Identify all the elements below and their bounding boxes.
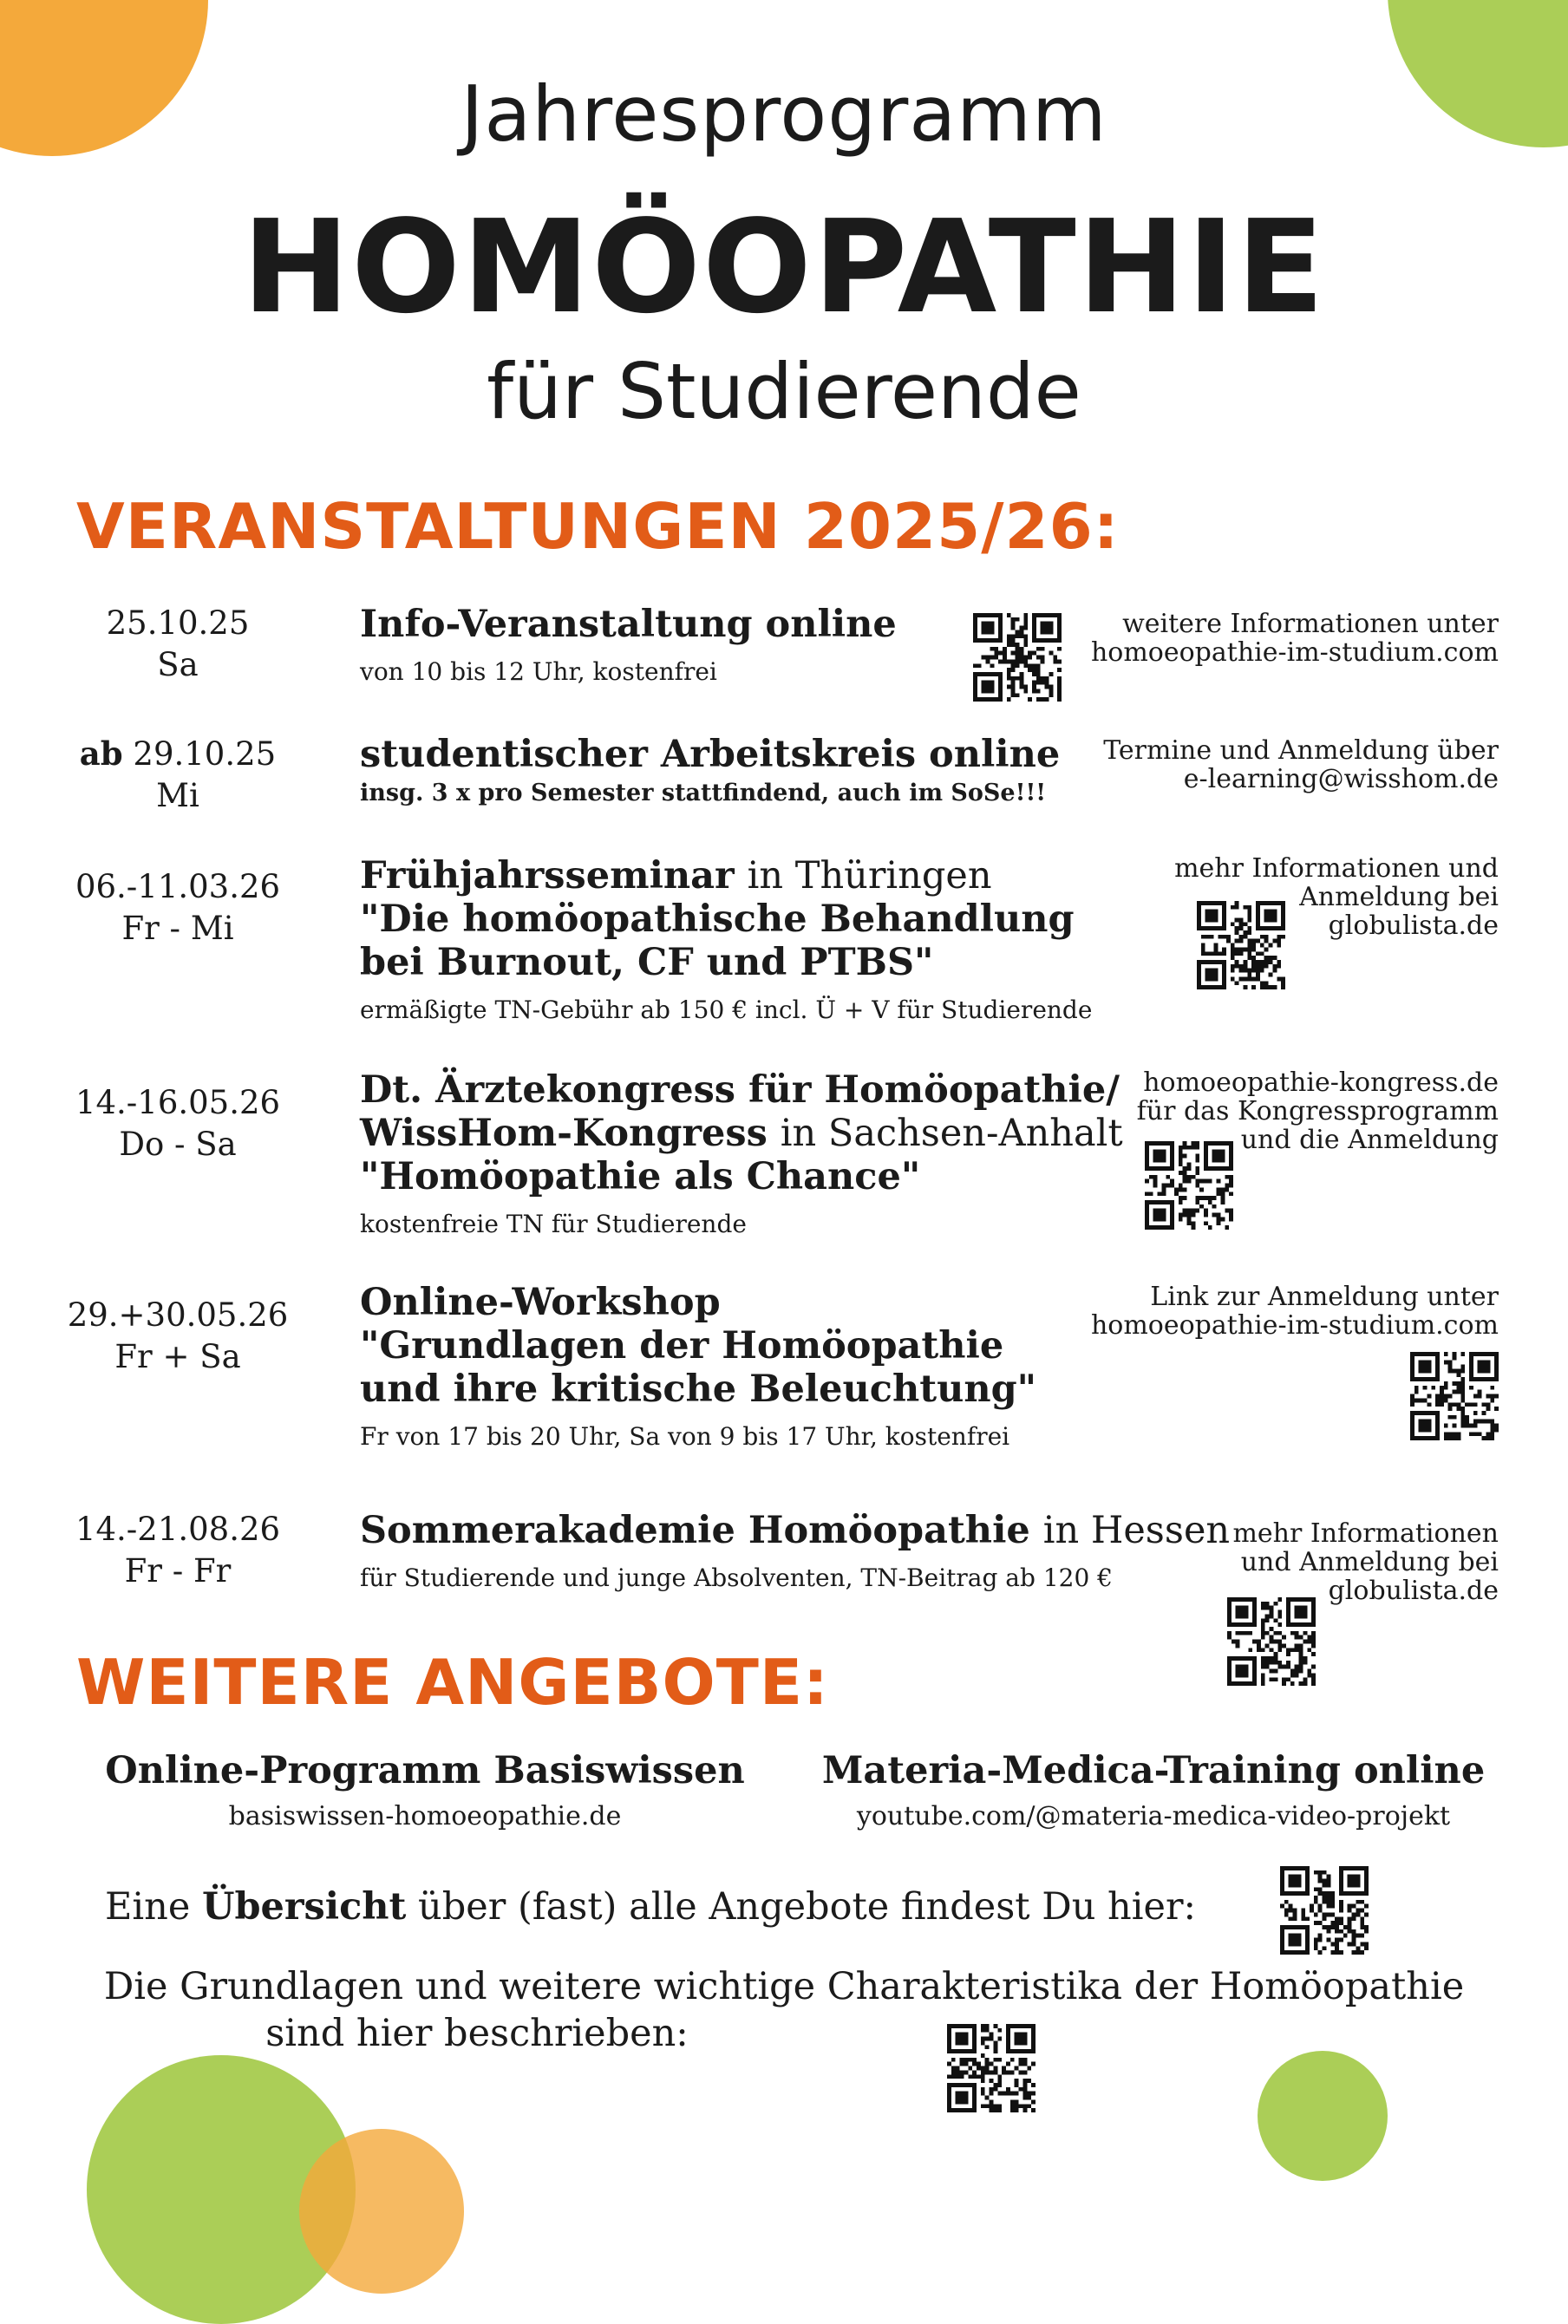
event-date-value: 29.+30.05.26 [67, 1296, 289, 1334]
event-title: studentischer Arbeitskreis online [360, 733, 1061, 776]
event-info-line: für das Kongressprogramm [1136, 1096, 1499, 1126]
event-subtitle: kostenfreie TN für Studierende [360, 1210, 747, 1238]
event-date-value: 14.-21.08.26 [75, 1511, 281, 1548]
event-title: Online-Workshop [360, 1281, 721, 1324]
event-title-bold: Frühjahrsseminar [360, 854, 735, 898]
basics-line: Die Grundlagen und weitere wichtige Charakteristika der Homöopathie [103, 1965, 1465, 2008]
event-info-line: und Anmeldung bei [1240, 1547, 1499, 1577]
overview-text: Eine [105, 1885, 202, 1929]
event-date-value: 14.-16.05.26 [75, 1084, 281, 1121]
event-subtitle: von 10 bis 12 Uhr, kostenfrei [360, 657, 717, 686]
event-subtitle: für Studierende und junge Absolventen, TN-Beitrag ab 120 € [360, 1563, 1113, 1592]
event-info-line: weitere Informationen unter [1122, 609, 1499, 639]
event-info-link[interactable]: globulista.de [1328, 1576, 1499, 1606]
qr-code-icon[interactable] [973, 613, 1062, 702]
event-details [360, 603, 897, 688]
event-info-link[interactable]: homoeopathie-kongress.de [1143, 1067, 1499, 1098]
event-day: Do - Sa [119, 1126, 237, 1163]
event-row [0, 1509, 1568, 1606]
event-details [360, 1068, 1123, 1240]
event-day: Fr - Mi [121, 910, 234, 947]
offer-link[interactable]: basiswissen-homoeopathie.de [228, 1801, 622, 1831]
event-row [0, 853, 1568, 1024]
qr-code-icon[interactable] [1410, 1352, 1499, 1440]
event-date [43, 1295, 312, 1378]
event-title-line: bei Burnout, CF und PTBS" [360, 941, 934, 984]
event-info [1091, 1283, 1499, 1340]
offer-title: Materia-Medica-Training online [821, 1749, 1486, 1792]
event-info-line: Anmeldung bei [1299, 882, 1499, 912]
event-details [360, 733, 1060, 809]
event-date-prefix: ab [79, 734, 123, 773]
offer-item [87, 1747, 763, 1831]
event-title-line: "Grundlagen der Homöopathie [360, 1324, 1004, 1368]
event-info [1091, 610, 1499, 667]
event-title [360, 1509, 1230, 1552]
event-details [360, 854, 1092, 1026]
event-info-line: mehr Informationen und [1174, 853, 1499, 884]
offer-item [781, 1747, 1526, 1831]
event-title-line: und ihre kritische Beleuchtung" [360, 1368, 1037, 1411]
event-title: Info-Veranstaltung online [360, 603, 897, 646]
event-row [0, 1067, 1568, 1238]
overview-line [0, 1883, 1301, 1930]
qr-code-icon[interactable] [947, 2024, 1036, 2112]
event-info-link[interactable]: globulista.de [1328, 911, 1499, 941]
event-title-bold: WissHom-Kongress [360, 1112, 768, 1155]
qr-code-icon[interactable] [1280, 1866, 1369, 1955]
event-title-bold: Sommerakademie Homöopathie [360, 1509, 1030, 1552]
event-date-value: 06.-11.03.26 [75, 868, 281, 905]
event-title-line: "Homöopathie als Chance" [360, 1155, 921, 1198]
event-day: Mi [156, 777, 199, 814]
event-date-value [43, 733, 312, 775]
decor-circle-orange-bottom-left [299, 2129, 464, 2294]
event-row [0, 733, 1568, 814]
event-date [43, 866, 312, 950]
qr-code-icon[interactable] [1145, 1141, 1233, 1230]
event-row [0, 1281, 1568, 1451]
offer-link[interactable]: youtube.com/@materia-medica-video-projekt [856, 1801, 1451, 1831]
section-heading-events: VERANSTALTUNGEN 2025/26: [76, 490, 1120, 563]
event-info [1103, 736, 1499, 793]
offer-title: Online-Programm Basiswissen [105, 1749, 745, 1792]
event-subtitle: ermäßigte TN-Gebühr ab 150 € incl. Ü + V für Studierende [360, 996, 1093, 1024]
event-info-link[interactable]: e-learning@wisshom.de [1183, 764, 1499, 794]
event-date [43, 1082, 312, 1165]
event-info-line: mehr Informationen [1232, 1518, 1499, 1549]
event-info-line: und die Anmeldung [1240, 1125, 1499, 1155]
event-date [43, 733, 312, 817]
event-day: Fr - Fr [124, 1552, 232, 1590]
event-date-text: 29.10.25 [133, 735, 277, 773]
event-title-location: in Hessen [1042, 1509, 1231, 1552]
overview-text: über (fast) alle Angebote findest Du hier: [406, 1885, 1196, 1929]
event-info [1232, 1519, 1499, 1605]
event-title-location: in Sachsen-Anhalt [780, 1112, 1123, 1155]
event-info-link[interactable]: homoeopathie-im-studium.com [1090, 1310, 1499, 1341]
qr-code-icon[interactable] [1227, 1597, 1316, 1686]
event-details [360, 1509, 1230, 1594]
event-date [43, 603, 312, 686]
event-row [0, 603, 1568, 686]
event-info-line: Termine und Anmeldung über [1103, 735, 1499, 766]
qr-code-icon[interactable] [1197, 901, 1285, 989]
event-day: Fr + Sa [114, 1338, 241, 1375]
header-line-1: Jahresprogramm [461, 69, 1107, 159]
event-title [360, 854, 1092, 898]
event-info-line: Link zur Anmeldung unter [1150, 1282, 1499, 1312]
event-title-line: "Die homöopathische Behandlung [360, 898, 1075, 941]
event-info-link[interactable]: homoeopathie-im-studium.com [1090, 637, 1499, 668]
event-subtitle: Fr von 17 bis 20 Uhr, Sa von 9 bis 17 Uhr, kostenfrei [360, 1422, 1010, 1451]
event-details [360, 1281, 1036, 1452]
event-title: Dt. Ärztekongress für Homöopathie/ [360, 1068, 1120, 1112]
event-date [43, 1509, 312, 1592]
overview-emphasis: Übersicht [201, 1885, 407, 1929]
decor-circle-green-bottom-right [1258, 2051, 1388, 2181]
section-heading-offers: WEITERE ANGEBOTE: [76, 1646, 829, 1719]
event-day: Sa [157, 646, 199, 683]
event-subtitle: insg. 3 x pro Semester stattfindend, auch im SoSe!!! [360, 780, 1047, 806]
event-title-line [360, 1112, 1123, 1155]
basics-line: sind hier beschrieben: [265, 2012, 689, 2055]
header-line-3: für Studierende [487, 347, 1081, 436]
event-date-value: 25.10.25 [106, 604, 250, 642]
event-title-location: in Thüringen [747, 854, 992, 898]
header-title: HOMÖOPATHIE [242, 193, 1326, 342]
